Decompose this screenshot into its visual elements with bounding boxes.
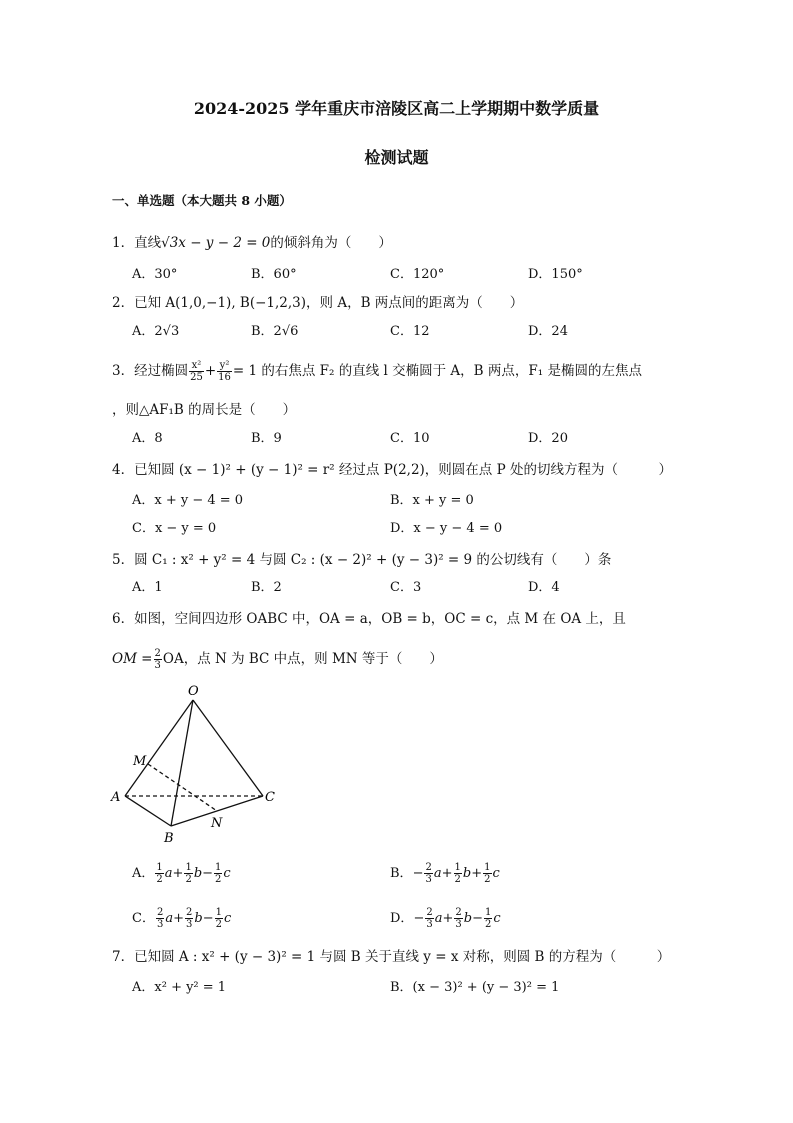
question-1-stem: 1．直线√3x − y − 2 = 0的倾斜角为（ ） (112, 235, 392, 251)
question-7-stem: 7．已知圆 A : x² + (y − 3)² = 1 与圆 B 关于直线 y = x 对称，则圆 B 的方程为（ ） (112, 949, 671, 965)
fraction: $\frac{\text{x²}}{25}$ (190, 360, 203, 383)
q7-option-a: A．x² + y² = 1 (132, 980, 227, 995)
q3-option-d: D．20 (528, 431, 568, 446)
fraction: $\frac{1}{2}$ (185, 862, 192, 885)
edge-ob (171, 700, 193, 826)
operator: + (172, 866, 184, 881)
fraction: $\frac{\text{y²}}{16}$ (218, 360, 231, 383)
option-letter: C． (132, 911, 155, 926)
option-letter: D． (390, 911, 414, 926)
vector-symbol: a (164, 866, 173, 881)
fraction: $\frac{1}{2}$ (215, 862, 222, 885)
q4-option-d: D．x − y − 4 = 0 (390, 521, 503, 536)
q2-option-c: C．12 (390, 324, 430, 339)
q3-option-c: C．10 (390, 431, 430, 446)
fraction: $\frac{2}{3}$ (426, 907, 433, 930)
fraction: $\frac{1}{2}$ (485, 907, 492, 930)
vector-symbol: c (223, 866, 231, 881)
segment-mn (148, 764, 217, 811)
vector-symbol: b (463, 911, 473, 926)
q2-option-d: D．24 (528, 324, 568, 339)
operator: − (412, 866, 424, 881)
vector-symbol: b (193, 866, 203, 881)
question-6-stem-line2: OM = $\frac{2}{3}$ OA，点 N 为 BC 中点，则 MN 等于（ ） (112, 648, 443, 671)
option-letter: A． (132, 866, 155, 881)
label-c: C (265, 790, 275, 805)
operator: − (202, 911, 214, 926)
q3-option-a: A．8 (132, 431, 163, 446)
q2-option-b: B．2√6 (251, 324, 299, 339)
option-letter: B． (390, 866, 413, 881)
question-5-stem: 5．圆 C₁ : x² + y² = 4 与圆 C₂ : (x − 2)² + (y − 3)² = 9 的公切线有（ ）条 (112, 552, 612, 568)
q5-option-a: A．1 (132, 580, 163, 595)
operator: + (471, 866, 483, 881)
label-a: A (111, 790, 121, 805)
fraction: $\frac{2}{3}$ (425, 862, 432, 885)
edge-ab (125, 796, 171, 826)
q1-option-c: C．120° (390, 267, 445, 282)
question-3-stem-line2: ，则△AF₁B 的周长是（ ） (112, 402, 297, 418)
section-heading: 一、单选题（本大题共 8 小题） (112, 193, 292, 208)
q6-option-a (132, 862, 231, 885)
question-3-stem: 3．经过椭圆 $\frac{\text{x²}}{25}$ + $\frac{\text{y²}}{16}$ = 1 的右焦点 F₂ 的直线 l 交椭圆于 A，B 两点，F₁ 是椭圆的左焦点 (112, 360, 642, 383)
fraction: $\frac{1}{2}$ (156, 862, 163, 885)
operator: + (442, 911, 454, 926)
vector-symbol: b (194, 911, 203, 926)
q5-option-b: B．2 (251, 580, 282, 595)
operator: − (202, 866, 214, 881)
q5-option-d: D．4 (528, 580, 560, 595)
operator: + (441, 866, 453, 881)
q6-option-c (132, 907, 231, 930)
fraction: $\frac{1}{2}$ (454, 862, 461, 885)
exam-title-line2: 检测试题 (364, 148, 429, 167)
q1-option-d: D．150° (528, 267, 583, 282)
question-4-stem: 4．已知圆 (x − 1)² + (y − 1)² = r² 经过点 P(2,2)，则圆在点 P 处的切线方程为（ ） (112, 462, 672, 478)
vector-symbol: a (165, 911, 174, 926)
label-m: M (133, 754, 147, 769)
q3-option-b: B．9 (251, 431, 282, 446)
q6-option-d (390, 907, 501, 930)
fraction: $\frac{2}{3}$ (455, 907, 462, 930)
q4-option-b: B．x + y = 0 (390, 493, 474, 508)
q1-option-a: A．30° (132, 267, 178, 282)
operator: − (413, 911, 425, 926)
edge-oc (193, 700, 263, 796)
vector-symbol: a (433, 866, 442, 881)
fraction: $\frac{2}{3}$ (156, 907, 164, 930)
vector-symbol: a (434, 911, 443, 926)
operator: − (472, 911, 483, 926)
q2-option-a: A．2√3 (132, 324, 180, 339)
q4-option-a: A．x + y − 4 = 0 (132, 493, 244, 508)
fraction: $\frac{1}{2}$ (215, 907, 222, 930)
fraction: $\frac{2}{3}$ (154, 648, 161, 671)
question-6-stem: 6．如图，空间四边形 OABC 中，OA = a，OB = b，OC = c，点 M 在 OA 上，且 (112, 611, 626, 627)
q4-option-c: C．x − y = 0 (132, 521, 217, 536)
vector-symbol: c (493, 911, 501, 926)
q7-option-b: B．(x − 3)² + (y − 3)² = 1 (390, 980, 560, 995)
vector-symbol: b (462, 866, 472, 881)
operator: + (173, 911, 184, 926)
q1-option-b: B．60° (251, 267, 297, 282)
vector-symbol: c (492, 866, 500, 881)
fraction: $\frac{2}{3}$ (186, 907, 193, 930)
tetrahedron-figure (105, 680, 285, 850)
label-o: O (188, 684, 199, 699)
edge-oa (125, 700, 193, 796)
vector-symbol: c (223, 911, 232, 926)
q6-option-b (390, 862, 500, 885)
question-2-stem: 2．已知 A(1,0,−1), B(−1,2,3)，则 A，B 两点间的距离为（ ） (112, 295, 524, 311)
label-b: B (164, 831, 174, 846)
exam-title: 2024-2025 学年重庆市涪陵区高二上学期期中数学质量 (193, 99, 600, 118)
label-n: N (211, 816, 223, 831)
fraction: $\frac{1}{2}$ (484, 862, 491, 885)
q5-option-c: C．3 (390, 580, 422, 595)
